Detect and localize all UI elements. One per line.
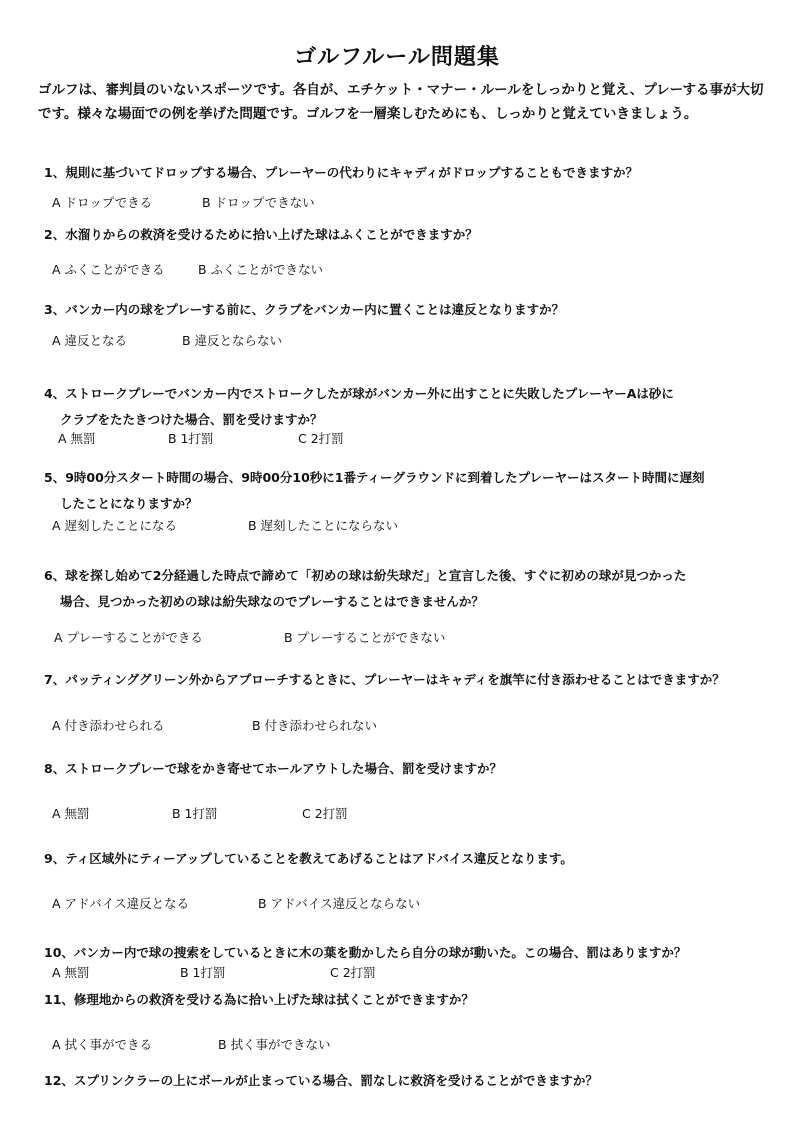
option-b: B 遅刻したことにならない	[248, 518, 399, 533]
question-text: 3、バンカー内の球をプレーする前に、クラブをバンカー内に置くことは違反となりますか？	[44, 302, 565, 317]
option-b: B 拭く事ができない	[218, 1037, 331, 1052]
question-text: 12、スプリンクラーの上にボールが止まっている場合、罰なしに救済を受けることができますか？	[44, 1073, 598, 1088]
option-a: A 拭く事ができる	[52, 1037, 153, 1052]
question-8	[44, 756, 774, 782]
option-a: A 無罰	[58, 431, 96, 446]
option-a: A 遅刻したことになる	[52, 518, 178, 533]
option-a: A 付き添わせられる	[52, 718, 165, 733]
question-text: 10、バンカー内で球の捜索をしているときに木の葉を動かしたら自分の球が動いた。この場合、罰はありますか？	[44, 945, 687, 960]
question-10	[44, 940, 774, 966]
intro-text: ゴルフは、審判員のいないスポーツです。各自が、エチケット・マナー・ルールをしっかりと覚え、プレーする事が大切です。様々な場面での例を挙げた問題です。ゴルフを一層楽しむためにも、しっかりと覚えていきましょう。	[38, 82, 764, 122]
option-b: B 1打罰	[172, 806, 218, 821]
question-1	[44, 160, 774, 186]
option-b: B ドロップできない	[202, 195, 315, 210]
option-a: A ドロップできる	[52, 195, 153, 210]
question-5	[44, 465, 774, 517]
option-a: A 無罰	[52, 806, 90, 821]
option-a: A 無罰	[52, 965, 90, 980]
question-text-continued: クラブをたたきつけた場合、罰を受けますか？	[60, 412, 323, 427]
question-text: 2、水溜りからの救済を受けるために拾い上げた球はふくことができますか？	[44, 227, 478, 242]
option-b: B 1打罰	[168, 431, 214, 446]
question-text: 4、ストロークプレーでバンカー内でストロークしたが球がバンカー外に出すことに失敗したプレーヤーAは砂に	[44, 386, 674, 401]
option-b: B 違反とならない	[182, 333, 283, 348]
option-b: B ふくことができない	[198, 262, 324, 277]
question-2	[44, 222, 774, 248]
question-6	[44, 563, 774, 615]
question-4	[44, 381, 774, 433]
page-title: ゴルフルール問題集	[294, 45, 500, 70]
question-text: 6、球を探し始めて2分経過した時点で諦めて「初めの球は紛失球だ」と宣言した後、すぐに初めの球が見つかった	[44, 568, 687, 583]
option-b: B アドバイス違反とならない	[258, 896, 421, 911]
option-a: A アドバイス違反となる	[52, 896, 190, 911]
question-7	[44, 667, 774, 693]
option-b: B 付き添わせられない	[252, 718, 378, 733]
question-text: 11、修理地からの救済を受ける為に拾い上げた球は拭くことができますか？	[44, 992, 474, 1007]
option-a: A 違反となる	[52, 333, 128, 348]
question-11	[44, 987, 774, 1013]
question-3	[44, 297, 774, 323]
question-9	[44, 846, 774, 872]
option-b: B 1打罰	[180, 965, 226, 980]
question-text: 7、パッティンググリーン外からアプローチするときに、プレーヤーはキャディを旗竿に付き添わせることはできますか？	[44, 672, 725, 687]
question-text-continued: 場合、見つかった初めの球は紛失球なのでプレーすることはできませんか？	[60, 594, 484, 609]
option-c: C 2打罰	[298, 431, 344, 446]
question-text: 1、規則に基づいてドロップする場合、プレーヤーの代わりにキャディがドロップすることもできますか？	[44, 165, 638, 180]
question-text: 5、9時00分スタート時間の場合、9時00分10秒に1番ティーグラウンドに到着したプレーヤーはスタート時間に遅刻	[44, 470, 705, 485]
question-12	[44, 1068, 774, 1094]
option-b: B プレーすることができない	[284, 630, 446, 645]
option-a: A プレーすることができる	[54, 630, 203, 645]
question-text-continued: したことになりますか？	[60, 496, 198, 511]
option-c: C 2打罰	[330, 965, 376, 980]
option-a: A ふくことができる	[52, 262, 165, 277]
question-text: 8、ストロークプレーで球をかき寄せてホールアウトした場合、罰を受けますか？	[44, 761, 502, 776]
question-text: 9、ティ区域外にティーアップしていることを教えてあげることはアドバイス違反となります。	[44, 851, 573, 866]
option-c: C 2打罰	[302, 806, 348, 821]
